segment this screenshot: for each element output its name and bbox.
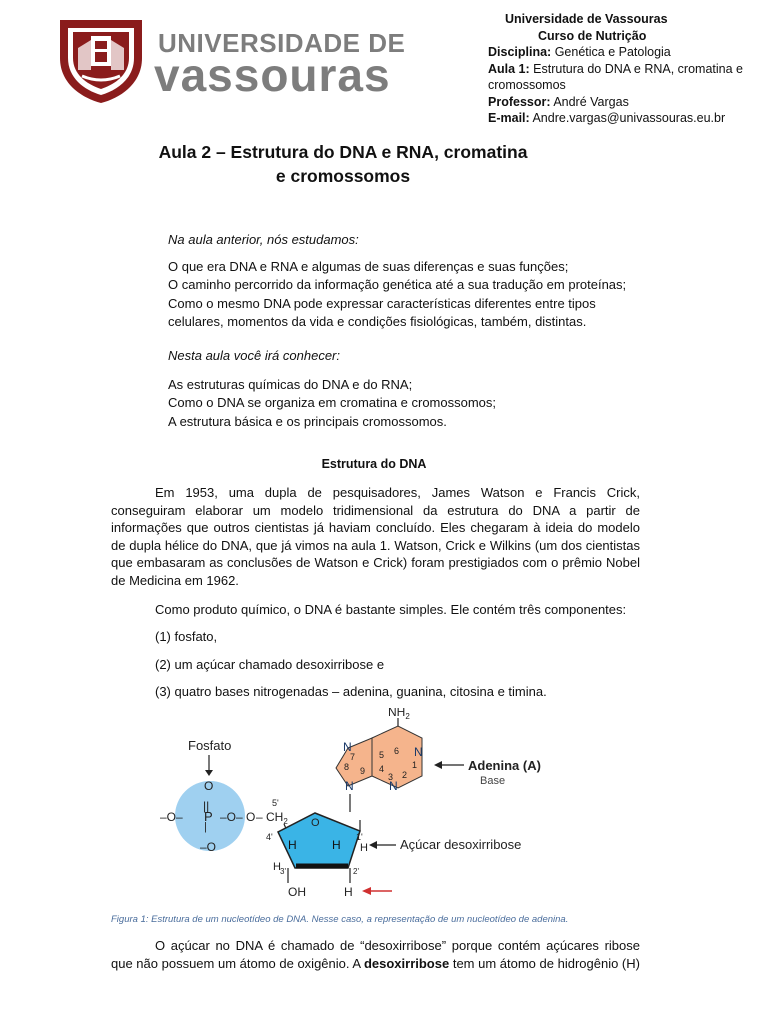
- carbon-2-label: 2': [353, 867, 359, 876]
- list-item: O que era DNA e RNA e algumas de suas diferenças e suas funções;: [168, 258, 569, 274]
- list-item: Como o DNA se organiza em cromatina e cromossomos;: [168, 395, 497, 410]
- component-3: (3) quatro bases nitrogenadas – adenina, guanina, citosina e timina.: [155, 684, 547, 699]
- carbon-5-label: 5': [272, 798, 279, 808]
- ring-number: 6: [394, 746, 400, 756]
- ring-number: 8: [344, 762, 350, 772]
- ring-number: 3: [388, 772, 394, 782]
- single-bond: |: [204, 821, 207, 833]
- professor-row: Professor: André Vargas: [488, 94, 629, 109]
- nitrogen-7: N: [343, 740, 352, 754]
- list-item: A estrutura básica e os principais cromossomos.: [168, 413, 447, 429]
- adenine-arrow-head: [434, 761, 442, 769]
- nucleotide-diagram: [160, 708, 580, 908]
- list-item: Como o mesmo DNA pode expressar características diferentes entre tipos celulares, momentos da vida e condições fisiológicas, também, distintas.: [168, 295, 596, 329]
- nitrogen-3: N: [389, 779, 398, 793]
- ring-oxygen: O: [311, 817, 320, 829]
- paragraph-1: Em 1953, uma dupla de pesquisadores, James Watson e Francis Crick, conseguiram elaborar um modelo tridimensional da estrutura do DNA a partir de informações que outros cientistas já haviam concluído. Eles chegaram à ideia do modelo de dupla hélice do DNA, que já vimos na aula 1. Watson, Crick e Wilkins (um dos cientistas que embasaram as conclusões de Watson e Crick) foram prestigiados com o prêmio Nobel de Medicina em 1962.: [111, 485, 640, 588]
- title-line-1: Aula 2 – Estrutura do DNA e RNA, cromatina: [158, 142, 528, 162]
- lesson-row: Aula 1: Estrutura do DNA e RNA, cromatina e cromossomos: [488, 61, 743, 92]
- phosphorus: P: [204, 809, 213, 824]
- course-name: Curso de Nutrição: [538, 28, 647, 43]
- logo-line-2: vassouras: [154, 49, 391, 101]
- c1-h: H: [360, 842, 368, 854]
- figure-caption: Figura 1: Estrutura de um nucleotídeo de DNA. Nesse caso, a representação de um nucleotídeo de adenina.: [111, 914, 569, 925]
- adenine-five-ring: [336, 738, 372, 786]
- ring-number: 7: [350, 752, 356, 762]
- ring-h-left: H: [288, 838, 297, 852]
- ring-number: 5: [379, 750, 385, 760]
- hydroxyl: OH: [288, 885, 306, 899]
- ring-number: 9: [360, 766, 366, 776]
- paragraph-3: O açúcar no DNA é chamado de “desoxirribose” porque contém açúcares ribose que não possuem um átomo de oxigênio. A desoxirribose tem um átomo de hidrogênio (H): [111, 938, 640, 971]
- bond-linker: –: [256, 810, 263, 824]
- adenine-label: Adenina (A): [468, 758, 541, 773]
- red-arrow-head: [362, 887, 371, 895]
- current-heading: Nesta aula você irá conhecer:: [168, 348, 340, 363]
- discipline-row: Disciplina: Genética e Patologia: [488, 45, 671, 59]
- current-lesson-block: [168, 347, 638, 431]
- carbon-1-label: 1': [356, 832, 363, 842]
- nitrogen-9: N: [345, 779, 354, 793]
- double-bond: ||: [203, 799, 210, 813]
- list-item: O caminho percorrido da informação genética até a sua tradução em proteínas;: [168, 277, 627, 292]
- sugar-label: Açúcar desoxirribose: [400, 837, 522, 852]
- ring-h-right: H: [332, 838, 341, 852]
- ring-number: 1: [412, 760, 418, 770]
- oxygen-linker: O: [246, 810, 256, 824]
- crest-icon: [58, 18, 144, 104]
- ring-number: 4: [379, 764, 385, 774]
- paragraph-2: Como produto químico, o DNA é bastante simples. Ele contém três componentes:: [155, 602, 627, 617]
- logo-line-1: UNIVERSIDADE DE: [158, 28, 406, 58]
- title-line-2: e cromossomos: [275, 166, 411, 186]
- oxygen-left: –O–: [160, 810, 183, 824]
- carbon-3-label: 3': [280, 867, 286, 876]
- ch2-group: $CH_2$: [266, 810, 288, 826]
- previous-lesson-block: [168, 231, 638, 332]
- nitrogen-1: N: [414, 745, 423, 759]
- phosphate-label: Fosfato: [188, 738, 232, 753]
- carbon-4-label: 4': [266, 832, 273, 842]
- email-row: E-mail: Andre.vargas@univassouras.eu.br: [488, 111, 726, 125]
- university-logo: [58, 18, 430, 104]
- section-title: Estrutura do DNA: [321, 457, 427, 471]
- phosphate-arrow-head: [205, 770, 213, 776]
- oxygen-bottom: –O: [200, 840, 217, 854]
- course-info: [488, 11, 760, 127]
- previous-heading: Na aula anterior, nós estudamos:: [168, 232, 359, 247]
- sugar-arrow-head: [369, 841, 377, 849]
- ring-number: 2: [402, 770, 408, 780]
- c2-h: H: [344, 885, 353, 899]
- component-2: (2) um açúcar chamado desoxirribose e: [155, 657, 385, 672]
- base-label: Base: [480, 775, 506, 787]
- list-item: As estruturas químicas do DNA e do RNA;: [168, 376, 413, 392]
- oxygen-right: –O–: [220, 810, 243, 824]
- university-name: Universidade de Vassouras: [505, 12, 668, 26]
- oxygen-top: O: [204, 779, 214, 793]
- page-title: [100, 140, 646, 188]
- component-1: (1) fosfato,: [155, 629, 218, 644]
- bold-term: desoxirribose: [363, 955, 450, 971]
- c3-h: H: [273, 861, 281, 873]
- amino-group: $NH_2$: [388, 708, 410, 721]
